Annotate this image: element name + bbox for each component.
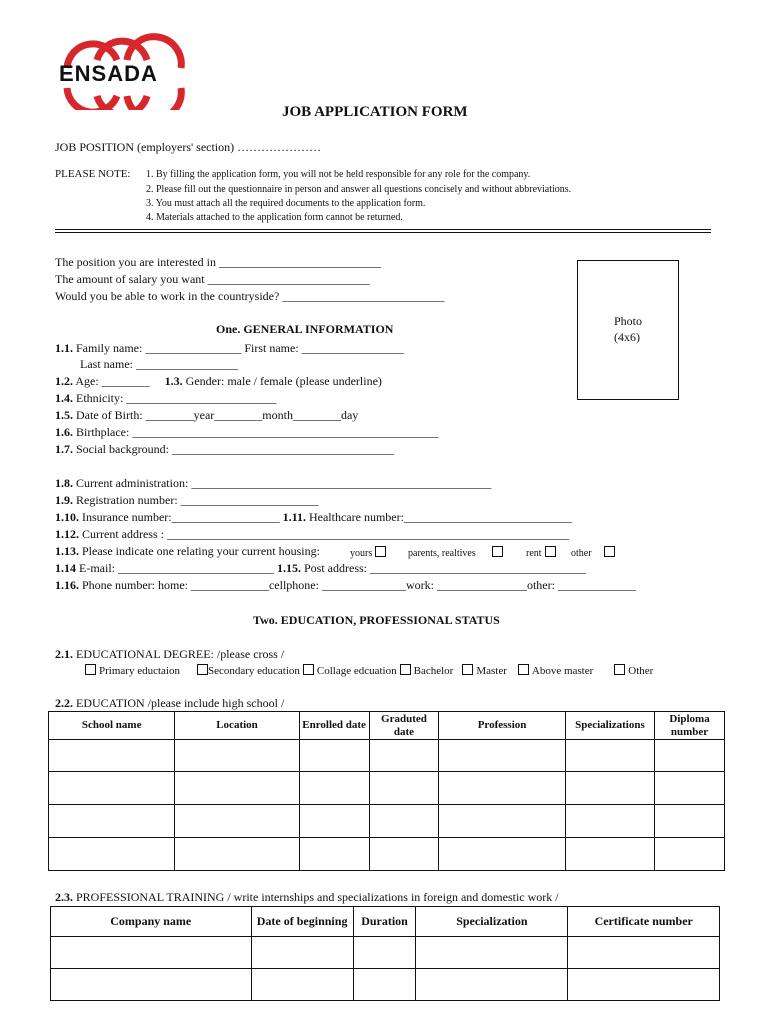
degree-option-above-master: Above master xyxy=(531,665,594,677)
checkbox[interactable] xyxy=(492,546,503,557)
divider xyxy=(55,229,711,233)
item-number: 1.9. xyxy=(55,493,73,507)
table-row[interactable] xyxy=(49,772,725,805)
housing-option-parents[interactable] xyxy=(408,546,506,559)
education-label: EDUCATION /please include high school / xyxy=(76,696,285,710)
degree-option-other: Other xyxy=(628,665,654,677)
job-position-line: JOB POSITION (employers' section) ………………… xyxy=(55,140,322,154)
column-header: Profession xyxy=(439,712,565,740)
table-header-row xyxy=(51,907,720,937)
birthplace-row[interactable] xyxy=(55,425,438,440)
item-number: 1.12. xyxy=(55,527,79,541)
column-header: Specializations xyxy=(565,712,654,740)
dob-field[interactable]: Date of Birth: ________year________month________day xyxy=(76,408,359,422)
column-header: School name xyxy=(49,712,175,740)
item-number: 1.11. xyxy=(282,510,306,524)
family-name-field[interactable]: Family name: ________________ First name: _________________ xyxy=(76,341,404,355)
checkbox[interactable] xyxy=(85,664,96,675)
registration-row[interactable] xyxy=(55,493,319,508)
checkbox[interactable] xyxy=(375,546,386,557)
checkbox[interactable] xyxy=(614,664,625,675)
company-logo xyxy=(55,30,190,110)
registration-field[interactable]: Registration number: _______________________ xyxy=(76,493,319,507)
training-table xyxy=(50,906,720,1001)
degree-row xyxy=(55,647,284,662)
column-header: Graduted date xyxy=(369,712,439,740)
item-number: 1.10. xyxy=(55,510,79,524)
photo-size: (4x6) xyxy=(614,330,640,344)
social-field[interactable]: Social background: _____________________________________ xyxy=(76,442,394,456)
last-name-field[interactable]: Last name: _________________ xyxy=(80,357,238,371)
page-title: JOB APPLICATION FORM xyxy=(282,104,468,120)
item-number: 1.13. xyxy=(55,544,79,558)
age-field[interactable]: Age: ________ xyxy=(75,374,150,388)
housing-option-rent[interactable] xyxy=(526,546,559,559)
item-number: 2.2. xyxy=(55,696,73,710)
housing-option-label: rent xyxy=(526,548,542,559)
item-number: 1.2. xyxy=(55,374,73,388)
degree-options xyxy=(82,664,653,677)
item-number: 1.3. xyxy=(164,374,183,388)
housing-option-label: parents, realtives xyxy=(408,548,476,559)
ethnicity-row[interactable] xyxy=(55,391,276,406)
education-table xyxy=(48,711,725,871)
email-row xyxy=(55,561,586,576)
housing-row xyxy=(55,544,320,559)
degree-option-secondary: Secondary education xyxy=(207,665,300,677)
photo-box[interactable] xyxy=(577,260,679,400)
checkbox[interactable] xyxy=(303,664,314,675)
item-number: 2.3. xyxy=(55,890,73,904)
note-4: 4. Materials attached to the application form cannot be returned. xyxy=(146,212,403,223)
note-3: 3. You must attach all the required documents to the application form. xyxy=(146,198,426,209)
section1-title: One. GENERAL INFORMATION xyxy=(216,322,394,336)
salary-field[interactable]: The amount of salary you want ___________________________ xyxy=(55,272,370,286)
phone-field[interactable]: Phone number: home: _____________cellphone: ______________work: _______________other: _____________ xyxy=(82,578,636,592)
degree-option-master: Master xyxy=(476,665,507,677)
column-header: Enrolled date xyxy=(299,712,369,740)
item-number: 1.8. xyxy=(55,476,73,490)
item-number: 1.7. xyxy=(55,442,73,456)
housing-option-label: other xyxy=(571,548,592,559)
social-row[interactable] xyxy=(55,442,394,457)
education-row xyxy=(55,696,284,711)
table-row[interactable] xyxy=(49,740,725,772)
address-field[interactable]: Current address : ___________________________________________________________________ xyxy=(82,527,569,541)
checkbox[interactable] xyxy=(518,664,529,675)
checkbox[interactable] xyxy=(604,546,615,557)
column-header: Date of beginning xyxy=(251,907,353,937)
table-row[interactable] xyxy=(51,937,720,969)
column-header: Certificate number xyxy=(568,907,720,937)
logo-text: ENSADA xyxy=(59,61,158,86)
degree-option-bachelor: Bachelor xyxy=(413,665,454,677)
checkbox[interactable] xyxy=(462,664,473,675)
degree-option-college: Collage edcuation xyxy=(316,665,397,677)
position-field[interactable]: The position you are interested in ___________________________ xyxy=(55,255,381,269)
countryside-field[interactable]: Would you be able to work in the countryside? ___________________________ xyxy=(55,289,445,303)
item-number: 1.4. xyxy=(55,391,73,405)
table-row[interactable] xyxy=(51,969,720,1001)
ethnicity-field[interactable]: Ethnicity: _________________________ xyxy=(76,391,277,405)
housing-label: Please indicate one relating your current housing: xyxy=(82,544,320,558)
admin-row[interactable] xyxy=(55,476,491,491)
degree-label: EDUCATIONAL DEGREE: /please cross / xyxy=(76,647,285,661)
insurance-row xyxy=(55,510,572,525)
housing-option-label: yours xyxy=(350,548,373,559)
item-number: 1.6. xyxy=(55,425,73,439)
photo-label: Photo xyxy=(614,314,643,328)
post-address-field[interactable]: Post address: ____________________________________ xyxy=(304,561,586,575)
family-name-row[interactable] xyxy=(55,341,404,356)
item-number: 1.16. xyxy=(55,578,79,592)
checkbox[interactable] xyxy=(197,664,208,675)
table-row[interactable] xyxy=(49,805,725,838)
phone-row[interactable] xyxy=(55,578,636,593)
checkbox[interactable] xyxy=(400,664,411,675)
section2-title: Two. EDUCATION, PROFESSIONAL STATUS xyxy=(253,613,500,627)
insurance-field[interactable]: Insurance number:__________________ xyxy=(82,510,280,524)
column-header: Diploma number xyxy=(655,712,725,740)
admin-field[interactable]: Current administration: __________________________________________________ xyxy=(76,476,492,490)
item-number: 1.1. xyxy=(55,341,73,355)
note-1: 1. By filling the application form, you will not be held responsible for any role for the company. xyxy=(146,169,531,180)
table-header-row xyxy=(49,712,725,740)
column-header: Location xyxy=(175,712,299,740)
address-row[interactable] xyxy=(55,527,569,542)
housing-option-other[interactable] xyxy=(571,546,618,559)
gender-field[interactable]: Gender: male / female (please underline) xyxy=(185,374,382,388)
healthcare-field[interactable]: Healthcare number:____________________________ xyxy=(308,510,572,524)
degree-option-primary: Primary eductaion xyxy=(99,665,180,677)
training-label: PROFESSIONAL TRAINING / write internships and specializations in foreign and domestic work / xyxy=(76,890,559,904)
table-row[interactable] xyxy=(49,838,725,871)
note-2: 2. Please fill out the questionnaire in person and answer all questions concisely and without abbreviations. xyxy=(146,184,572,195)
item-number: 2.1. xyxy=(55,647,73,661)
column-header: Duration xyxy=(353,907,416,937)
item-number: 1.5. xyxy=(55,408,73,422)
column-header: Specialization xyxy=(416,907,568,937)
checkbox[interactable] xyxy=(545,546,556,557)
age-row xyxy=(55,374,382,389)
email-field[interactable]: E-mail: __________________________ xyxy=(79,561,274,575)
training-row xyxy=(55,890,559,905)
item-number: 1.14 xyxy=(55,561,76,575)
birthplace-field[interactable]: Birthplace: ___________________________________________________ xyxy=(76,425,439,439)
note-label: PLEASE NOTE: xyxy=(55,168,131,180)
dob-row[interactable] xyxy=(55,408,358,423)
column-header: Company name xyxy=(51,907,252,937)
housing-option-yours[interactable] xyxy=(350,546,389,559)
item-number: 1.15. xyxy=(277,561,301,575)
